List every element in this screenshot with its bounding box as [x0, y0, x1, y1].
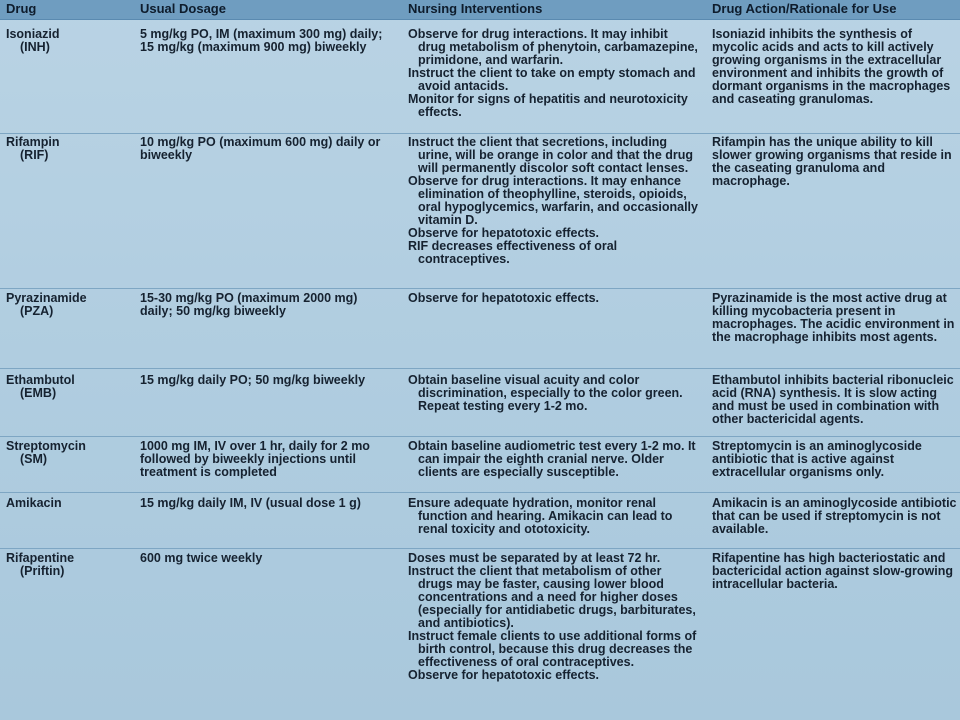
nursing-cell — [408, 136, 698, 266]
nursing-item: Observe for hepatotoxic effects. — [408, 291, 600, 305]
row-divider — [0, 288, 960, 289]
action-cell: Ethambutol inhibits bacterial ribonucleic acid (RNA) synthesis. It is slow acting and must be used in combination with other bactericidal agents. — [712, 373, 954, 426]
nursing-cell — [408, 497, 698, 536]
action-cell: Amikacin is an aminoglycoside antibiotic that can be used if streptomycin is not available. — [712, 496, 957, 536]
header-nursing: Nursing Interventions — [408, 1, 543, 16]
row-divider — [0, 436, 960, 437]
nursing-item: RIF decreases effectiveness of oral contraceptives. — [408, 239, 618, 266]
drug-abbreviation: (INH) — [20, 40, 50, 54]
nursing-cell — [408, 292, 698, 305]
row-divider — [0, 492, 960, 493]
drug-abbreviation: (EMB) — [20, 386, 57, 400]
nursing-item: Instruct the client that metabolism of other drugs may be faster, causing lower blood concentrations and a need for higher doses (especially for antidiabetic drugs, barbiturates, and antibiotics). — [408, 564, 696, 630]
header-action: Drug Action/Rationale for Use — [712, 1, 897, 16]
nursing-item: Obtain baseline visual acuity and color discrimination, especially to the color green. Repeat testing every 1-2 mo. — [408, 373, 683, 413]
drug-abbreviation: (SM) — [20, 452, 48, 466]
action-cell: Rifapentine has high bacteriostatic and bactericidal action against slow-growing intracellular bacteria. — [712, 551, 954, 591]
dosage-cell: 15 mg/kg daily PO; 50 mg/kg biweekly — [140, 373, 366, 387]
nursing-item: Obtain baseline audiometric test every 1-2 mo. It can impair the eighth cranial nerve. Older clients are especially susceptible. — [408, 439, 696, 479]
dosage-cell: 10 mg/kg PO (maximum 600 mg) daily or biweekly — [140, 135, 381, 162]
nursing-item: Observe for drug interactions. It may enhance elimination of theophylline, steroids, opioids, oral hypoglycemics, warfarin, and occasionally vitamin D. — [408, 174, 698, 227]
row-divider — [0, 133, 960, 134]
nursing-item: Instruct the client to take on empty stomach and avoid antacids. — [408, 66, 696, 93]
dosage-cell: 1000 mg IM, IV over 1 hr, daily for 2 mo followed by biweekly injections until treatment is completed — [140, 439, 370, 479]
row-divider — [0, 548, 960, 549]
drug-abbreviation: (PZA) — [20, 304, 54, 318]
nursing-cell — [408, 440, 698, 479]
dosage-cell: 15 mg/kg daily IM, IV (usual dose 1 g) — [140, 496, 361, 510]
dosage-cell: 5 mg/kg PO, IM (maximum 300 mg) daily; 15 mg/kg (maximum 900 mg) biweekly — [140, 27, 383, 54]
nursing-cell — [408, 552, 698, 682]
table-header — [0, 0, 960, 20]
drug-cell — [6, 440, 126, 466]
action-cell: Pyrazinamide is the most active drug at killing mycobacteria present in macrophages. The acidic environment in the macrophage inhibits most agents. — [712, 291, 955, 344]
drug-abbreviation: (Priftin) — [20, 564, 65, 578]
header-drug: Drug — [6, 1, 37, 16]
drug-cell — [6, 28, 126, 54]
dosage-cell: 15-30 mg/kg PO (maximum 2000 mg) daily; 50 mg/kg biweekly — [140, 291, 358, 318]
drug-cell — [6, 374, 126, 400]
drug-abbreviation: (RIF) — [20, 148, 49, 162]
nursing-cell — [408, 374, 698, 413]
nursing-item: Instruct the client that secretions, including urine, will be orange in color and that the drug will permanently discolor soft contact lenses. — [408, 135, 694, 175]
drug-name: Isoniazid — [6, 27, 60, 41]
nursing-item: Instruct female clients to use additional forms of birth control, because this drug decreases the effectiveness of oral contraceptives. — [408, 629, 697, 669]
nursing-item: Observe for drug interactions. It may inhibit drug metabolism of phenytoin, carbamazepine, primidone, and warfarin. — [408, 27, 698, 67]
drug-name: Streptomycin — [6, 439, 86, 453]
nursing-item: Observe for hepatotoxic effects. — [408, 668, 600, 682]
nursing-item: Observe for hepatotoxic effects. — [408, 226, 600, 240]
drug-cell — [6, 497, 126, 510]
drug-name: Ethambutol — [6, 373, 75, 387]
drug-cell — [6, 136, 126, 162]
drug-name: Amikacin — [6, 496, 62, 510]
drug-cell — [6, 292, 126, 318]
header-dosage: Usual Dosage — [140, 1, 226, 16]
drug-name: Rifapentine — [6, 551, 75, 565]
drug-name: Pyrazinamide — [6, 291, 87, 305]
action-cell: Streptomycin is an aminoglycoside antibiotic that is active against extracellular organisms only. — [712, 439, 922, 479]
nursing-item: Doses must be separated by at least 72 hr. — [408, 551, 661, 565]
drug-cell — [6, 552, 126, 578]
nursing-cell — [408, 28, 698, 119]
action-cell: Rifampin has the unique ability to kill slower growing organisms that reside in the caseating granuloma and macrophage. — [712, 135, 952, 188]
nursing-item: Monitor for signs of hepatitis and neurotoxicity effects. — [408, 92, 688, 119]
drug-name: Rifampin — [6, 135, 60, 149]
nursing-item: Ensure adequate hydration, monitor renal function and hearing. Amikacin can lead to renal toxicity and ototoxicity. — [408, 496, 673, 536]
row-divider — [0, 368, 960, 369]
action-cell: Isoniazid inhibits the synthesis of mycolic acids and acts to kill actively growing organisms in the extracellular environment and inhibits the growth of dormant organisms in the macrophages and caseating granulomas. — [712, 27, 951, 106]
dosage-cell: 600 mg twice weekly — [140, 551, 263, 565]
